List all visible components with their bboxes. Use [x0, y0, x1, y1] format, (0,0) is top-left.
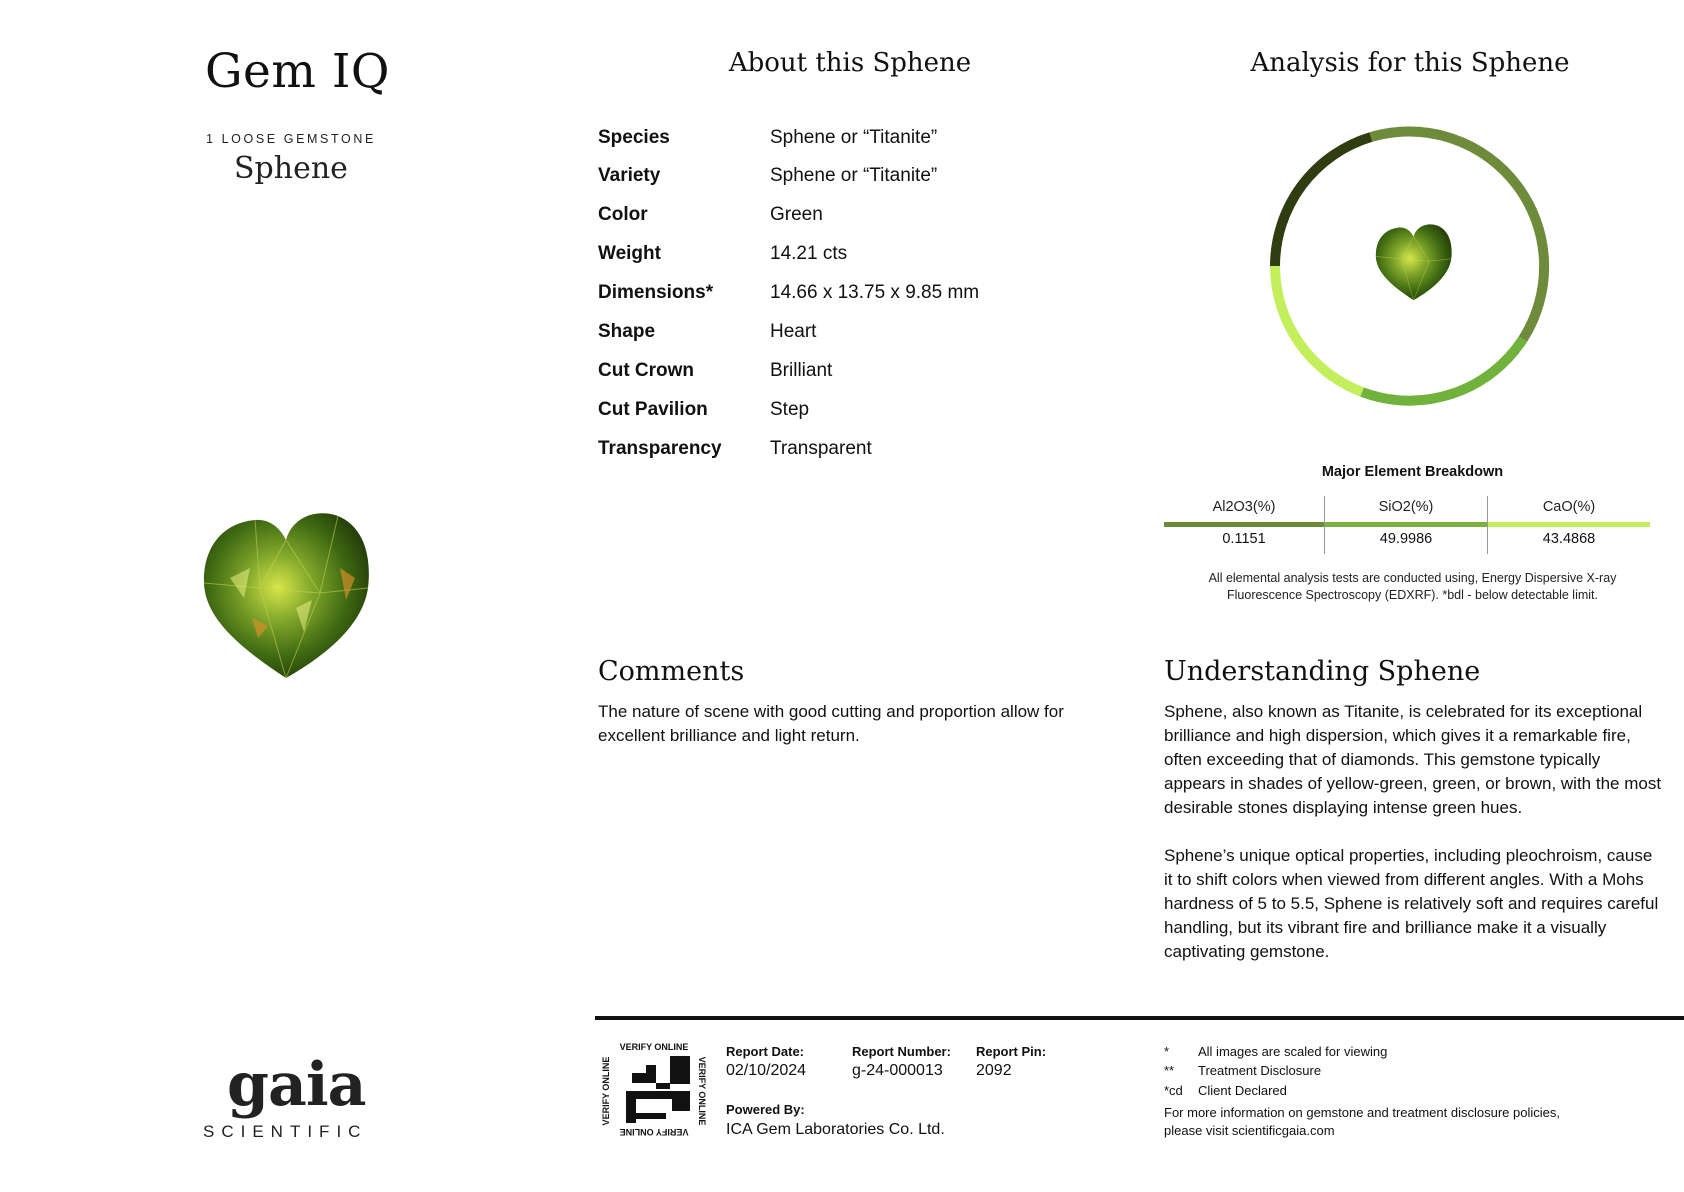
property-row	[598, 127, 1118, 163]
disclosure-item	[1164, 1063, 1321, 1078]
element-value: 49.9986	[1379, 531, 1433, 547]
qr-code[interactable]	[601, 1042, 707, 1139]
element-column	[1325, 496, 1487, 556]
property-row	[598, 282, 1118, 318]
property-value: Brilliant	[770, 360, 833, 381]
element-color-bar	[1164, 522, 1324, 527]
property-value: Step	[770, 399, 810, 420]
powered-by: ICA Gem Laboratories Co. Ltd.	[726, 1121, 945, 1138]
property-row	[598, 360, 1118, 396]
qr-verify-label: VERIFY ONLINE	[619, 1127, 689, 1137]
more-info-link[interactable]: please visit scientificgaia.com	[1164, 1123, 1335, 1138]
property-label: Variety	[598, 165, 661, 186]
disclosure-text: All images are scaled for viewing	[1198, 1044, 1388, 1059]
property-row	[598, 399, 1118, 435]
disclosure-mark: *cd	[1164, 1083, 1183, 1098]
brand-logo-sub: SCIENTIFIC	[203, 1122, 368, 1141]
report-pin-label: Report Pin:	[976, 1044, 1047, 1059]
property-label: Color	[598, 204, 648, 225]
about-heading: About this Sphene	[728, 48, 972, 78]
property-label: Dimensions*	[598, 282, 714, 303]
property-label: Species	[598, 127, 670, 148]
element-value: 0.1151	[1222, 531, 1266, 547]
breakdown-title: Major Element Breakdown	[1321, 464, 1504, 480]
qr-verify-label: VERIFY ONLINE	[697, 1056, 707, 1126]
analysis-heading: Analysis for this Sphene	[1250, 48, 1570, 78]
ring-segment-green	[1362, 339, 1523, 401]
qr-verify-label: VERIFY ONLINE	[601, 1056, 611, 1126]
property-label: Shape	[598, 321, 656, 342]
property-value: Transparent	[770, 438, 872, 459]
element-value: 43.4868	[1542, 531, 1596, 547]
report-number-label: Report Number:	[852, 1044, 951, 1059]
property-row	[598, 321, 1118, 357]
ring-segment-lime	[1275, 266, 1362, 392]
disclosure-item	[1164, 1083, 1287, 1098]
powered-by-label: Powered By:	[726, 1102, 805, 1117]
disclosure-text: Treatment Disclosure	[1198, 1063, 1322, 1078]
understanding-paragraph: Sphene, also known as Titanite, is celebrated for its exceptional brilliance and high dispersion, which gives it a remarkable fire, often exceeding that of diamonds. This gemstone typically appears in shades of yellow-green, green, or brown, with the most desirable stones displaying intense green hues.	[1164, 702, 1662, 817]
report-date: 02/10/2024	[726, 1062, 807, 1079]
element-ring-chart	[1270, 126, 1550, 406]
species-name: Sphene	[234, 151, 348, 186]
element-name: CaO(%)	[1542, 499, 1596, 515]
brand-logo: gaia	[227, 1050, 366, 1120]
property-label: Cut Pavilion	[598, 399, 708, 420]
gemstone-thumbnail	[1376, 224, 1452, 300]
qr-verify-label: VERIFY ONLINE	[619, 1042, 689, 1052]
element-color-bar	[1488, 522, 1650, 527]
property-label: Transparency	[598, 438, 722, 459]
property-value: Sphene or “Titanite”	[770, 127, 938, 148]
quantity-label: 1 LOOSE GEMSTONE	[206, 132, 376, 146]
more-info	[1164, 1104, 1634, 1140]
comments-text: The nature of scene with good cutting and proportion allow for excellent brilliance and light return.	[598, 702, 1064, 745]
disclosure-text: Client Declared	[1198, 1083, 1287, 1098]
property-value: Sphene or “Titanite”	[770, 165, 938, 186]
comments-heading: Comments	[598, 656, 745, 687]
property-label: Cut Crown	[598, 360, 695, 381]
disclosure-mark: **	[1164, 1063, 1175, 1078]
understanding-heading: Understanding Sphene	[1164, 656, 1481, 687]
analysis-note-line: Fluorescence Spectroscopy (EDXRF). *bdl - below detectable limit.	[1227, 588, 1598, 602]
gemstone-image	[200, 508, 372, 683]
property-row	[598, 243, 1118, 279]
property-row	[598, 165, 1118, 201]
property-value: Heart	[770, 321, 817, 342]
property-label: Weight	[598, 243, 661, 264]
property-value: 14.21 cts	[770, 243, 848, 264]
footer-divider	[595, 1016, 1684, 1020]
disclosure-item	[1164, 1044, 1387, 1059]
analysis-note-line: All elemental analysis tests are conducted using, Energy Dispersive X-ray	[1208, 571, 1617, 585]
element-breakdown-table	[1164, 496, 1650, 556]
element-name: SiO2(%)	[1378, 499, 1434, 515]
brand-title: Gem IQ	[205, 44, 390, 99]
element-color-bar	[1325, 522, 1487, 527]
property-value: Green	[770, 204, 823, 225]
report-number: g-24-000013	[852, 1062, 943, 1079]
ring-segment-dark	[1275, 137, 1371, 266]
analysis-note	[1165, 570, 1660, 604]
disclosure-mark: *	[1164, 1044, 1170, 1059]
element-column	[1488, 496, 1650, 556]
report-pin: 2092	[976, 1062, 1012, 1079]
property-row	[598, 438, 1118, 474]
element-column	[1164, 496, 1324, 556]
element-name: Al2O3(%)	[1212, 499, 1276, 515]
more-info-line: For more information on gemstone and treatment disclosure policies,	[1164, 1105, 1560, 1120]
understanding-paragraph: Sphene’s unique optical properties, including pleochroism, cause it to shift colors when viewed from different angles. With a Mohs hardness of 5 to 5.5, Sphene is relatively soft and requires careful handling, but its vibrant fire and brilliance make it a visually captivating gemstone.	[1164, 846, 1659, 961]
report-date-label: Report Date:	[726, 1044, 805, 1059]
property-value: 14.66 x 13.75 x 9.85 mm	[770, 282, 980, 303]
property-row	[598, 204, 1118, 240]
